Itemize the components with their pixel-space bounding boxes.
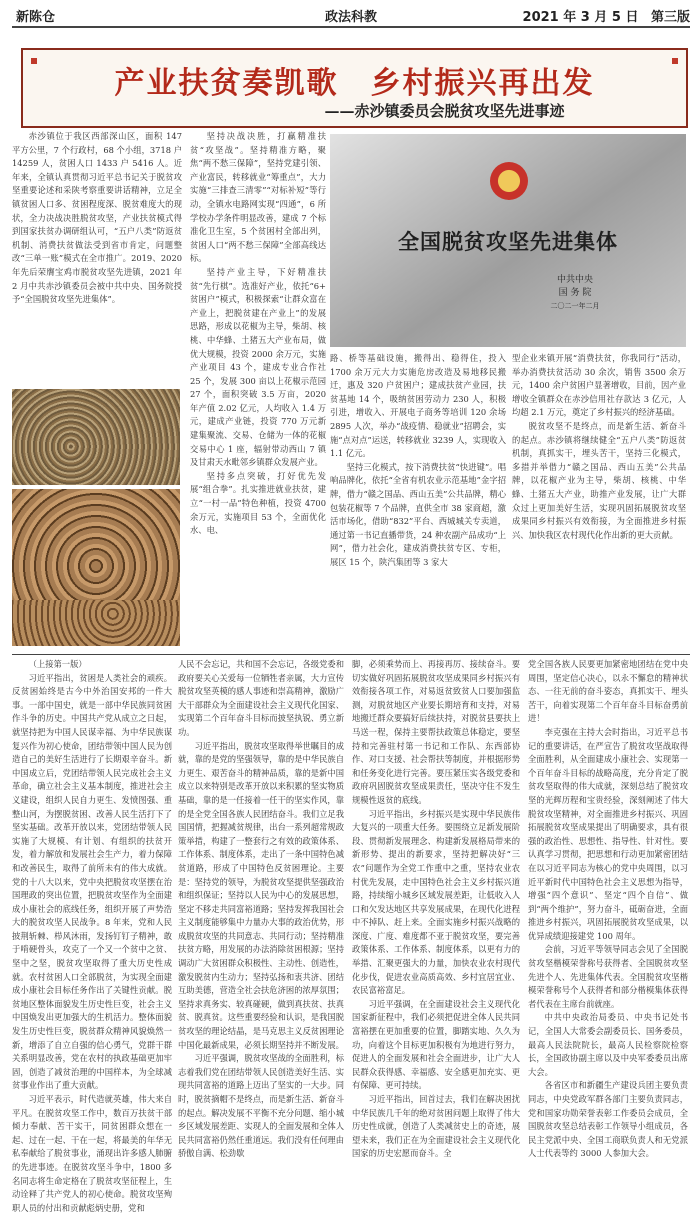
article-paragraph: 坚持三化模式，按下消费扶贫“快进键”。唱响品牌化，依托“全省有机农业示范基地”金字招牌，借力“赣之国品、西山五美”公共品牌，精心包装花椒等 7 个品牌，直供全市 38 家商超，激活市场化，借助“832”平台、西城城关专卖道，通过第一书记直播带货，24 种农副产品成功“上网”，借力社会化，建成消费扶贫专区、专柜，展区 15 个，陕汽集团等 3 家大 xyxy=(330,461,506,567)
article-paragraph: 中共中央政治局委员、中央书记处书记，全国人大常委会副委员长、国务委员，最高人民法院院长，最高人民检察院检察长，全国政协副主席以及中央军委委员出席大会。 xyxy=(528,1012,688,1077)
continued-note: （上接第一版） xyxy=(28,659,87,669)
section-divider xyxy=(12,654,690,655)
local-produce-photo xyxy=(12,389,180,485)
article-column-4 xyxy=(512,352,686,645)
paper-section-title: 政法科教 xyxy=(324,10,377,25)
article-paragraph: 习近平指出，回首过去，我们在解决困扰中华民族几千年的绝对贫困问题上取得了伟大历史性成就，创造了人类减贫史上的奇迹，展望未来，我们正在为全面建设社会主义现代化国家的历史宏愿而奋斗。全 xyxy=(352,1094,520,1159)
article-paragraph: 习近平指出，贫困是人类社会的顽疾。反贫困始终是古今中外治国安邦的一件大事。一部中国史，就是一部中华民族同贫困作斗争的历史。中国共产党从成立之日起，就坚持把为中国人民谋幸福、为中华民族谋复兴作为初心使命，团结带领中国人民为创造自己的美好生活进行了长期艰辛奋斗。新中国成立后，党团结带领人民完成社会主义革命，确立社会主义基本制度，推进社会主义建设，组织人民自力更生、发愤图强、重整山河，为摆脱贫困、改善人民生活打下了坚实基础。改革开放以来，党团结带领人民实施了大规模、有计划、有组织的扶贫开发，着力解放和发展社会生产力，着力保障和改善民生，取得了前所未有的伟大成就。党的十八大以来，党中央把脱贫攻坚摆在治国理政的突出位置，把脱贫攻坚作为全面建成小康社会的底线任务，组织开展了声势浩大的脱贫攻坚人民战争。8 年来，党和人民披荆斩棘、栉风沐雨，发扬钉钉子精神，敢于啃硬骨头，攻克了一个又一个贫中之贫、坚中之坚，脱贫攻坚取得了重大历史性成就。农村贫困人口全部脱贫，为实现全面建成小康社会目标任务作出了关键性贡献。脱贫地区整体面貌发生历史性巨变，社会主义中国焕发出更加强大的生机活力。整体面貌发生历史性巨变，脱贫群众精神风貌焕然一新，增添了自立自强的信心勇气，党群干群关系明显改善，党在农村的执政基础更加牢固，创造了减贫治理的中国样本，为全球减贫事业作出了重大贡献。 xyxy=(12,672,172,1091)
issue-date: 2021 年 3 月 5 日 xyxy=(522,10,639,25)
article-column-3 xyxy=(330,352,506,645)
lower-column-3 xyxy=(352,658,520,1159)
headline-subtitle: ——赤沙镇委员会脱贫攻坚先进事迹 xyxy=(324,102,565,120)
header-rule xyxy=(12,26,690,28)
article-paragraph: 习近平强调，脱贫攻坚战的全面胜利，标志着我们党在团结带领人民创造美好生活、实现共同富裕的道路上迈出了坚实的一大步。同时，脱贫摘帽不是终点，而是新生活、新奋斗的起点。解决发展不平衡不充分问题、缩小城乡区域发展差距、实现人的全面发展和全体人民共同富裕仍然任重道远。我们没有任何理由骄傲自满、松劲歇 xyxy=(178,1053,344,1159)
article-paragraph: 习近平强调，在全面建设社会主义现代化国家新征程中，我们必须把促进全体人民共同富裕摆在更加重要的位置，脚踏实地、久久为功，向着这个目标更加积极有为地进行努力，促进人的全面发展和社会全面进步，让广大人民群众获得感、幸福感、安全感更加充实、更有保障、更可持续。 xyxy=(352,998,520,1091)
article-column-1 xyxy=(12,130,182,382)
article-paragraph: 李克强在主持大会时指出，习近平总书记的重要讲话，在严宣告了脱贫攻坚战取得全面胜利，从全面建成小康社会、实现第一个百年奋斗目标的战略高度，充分肯定了脱贫攻坚取得的伟大成就，深刻总结了脱贫攻坚的光辉历程和宝贵经验，深刻阐述了伟大脱贫攻坚精神，对全面推进乡村振兴、巩固拓展脱贫攻坚成果提出了明确要求，具有很强的政治性、思想性、指导性、针对性。要认真学习贯彻，把思想和行动更加紧密团结在以习近平同志为核心的党中央周围，以习近平新时代中国特色社会主义思想为指导，增强“四个意识”、坚定“四个自信”、做到“两个维护”，努力奋斗，砥砺奋进，全面推进乡村振兴，巩固拓展脱贫攻坚成果，以优异成绩迎接建党 100 周年。 xyxy=(528,726,688,941)
page-header xyxy=(12,4,690,24)
article-paragraph: 坚持多点突破，打好优先发展“组合拳”。扎实推进就业扶贫，建立“一村一品”特色种植，投资 4700 余万元，实施项目 53 个，全面优化水、电、 xyxy=(190,470,326,536)
page-number: 第三版 xyxy=(650,10,690,25)
article-paragraph: 习近平表示，时代造就英雄，伟大来自平凡。在脱贫攻坚工作中，数百万扶贫干部倾力奉献、苦干实干，同贫困群众想在一起、过在一起、干在一起，将最美的年华无私奉献给了脱贫事业，涌现出许多感人肺腑的先进事迹。在脱贫攻坚斗争中，1800 多名同志将生命定格在了脱贫攻坚征程上，生动诠释了共产党人的初心使命。脱贫攻坚殉职人员的付出和贡献彪炳史册，党和 xyxy=(12,1094,172,1213)
walnut-kernel-photo xyxy=(12,600,180,646)
article-paragraph: 会前，习近平等领导同志会见了全国脱贫攻坚楷模荣誉称号获得者、全国脱贫攻坚先进个人、先进集体代表。全国脱贫攻坚楷模荣誉称号个人获得者和部分楷模集体获得者代表在主席台前就座。 xyxy=(528,944,688,1009)
article-paragraph: 各省区市和新疆生产建设兵团主要负责同志，中央党政军群各部门主要负责同志，党和国家功勋荣誉表彰工作委员会成员，全国脱贫攻坚总结表彰工作领导小组成员，各民主党派中央、全国工商联负责人和无党派人士代表等约 3000 人参加大会。 xyxy=(528,1080,688,1159)
article-paragraph: 脱贫攻坚不是终点，而是新生活、新奋斗的起点。赤沙镇将继续健全“五户八类”防返贫机制，真抓实干，埋头苦干，坚持三化模式，多措并举借力“赣之国品、西山五美”公共品牌，以花椒产业为主导，柴胡、核桃、中华蜂、土猪五大产业，助推产业发展，让广大群众过上更加美好生活，实现巩固拓展脱贫攻坚成果同乡村振兴有效衔接，为全面推进乡村振兴、加快我区农村现代化作出新的更大贡献。 xyxy=(512,420,686,540)
plaque-issuer xyxy=(540,274,610,313)
headline-title: 产业扶贫奏凯歌 乡村振兴再出发 xyxy=(114,66,595,101)
article-paragraph: 党全国各族人民要更加紧密地团结在党中央周围，坚定信心决心，以永不懈怠的精神状态、一往无前的奋斗姿态，真抓实干、埋头苦干，向着实现第二个百年奋斗目标奋勇前进！ xyxy=(528,659,688,724)
plaque-title: 全国脱贫攻坚先进集体 xyxy=(398,229,618,254)
section-name: 新陈仓 xyxy=(16,10,56,25)
article-paragraph: 脚，必须乘势而上、再接再厉、接续奋斗。要切实做好巩固拓展脱贫攻坚成果同乡村振兴有效衔接各项工作，对易返贫致贫人口要加强监测，对脱贫地区产业要长期培育和支持，对易地搬迁群众要搞好后续扶持，对脱贫县要扶上马送一程，保持主要帮扶政策总体稳定，要坚持和完善驻村第一书记和工作队、东西部协作、对口支援、社会帮扶等制度，并根据形势和任务变化进行完善。要压紧压实各级党委和政府巩固脱贫攻坚成果责任，坚决守住不发生规模性返贫的底线。 xyxy=(352,659,520,805)
issue-info xyxy=(523,6,690,25)
lower-column-4 xyxy=(528,658,688,1159)
article-paragraph: 习近平指出，乡村振兴是实现中华民族伟大复兴的一项重大任务。要围绕立足新发展阶段、贯彻新发展理念、构建新发展格局带来的新形势、提出的新要求，坚持把解决好“三农”问题作为全党工作重中之重，坚持农业农村优先发展，走中国特色社会主义乡村振兴道路，持续缩小城乡区域发展差距，让低收入人口和欠发达地区共享发展成果，在现代化进程中不掉队、赶上来。全面实施乡村振兴战略的深度、广度、难度都不亚于脱贫攻坚，要完善政策体系、工作体系、制度体系，以更有力的举措、汇聚更强大的力量，加快农业农村现代化步伐，促进农业高质高效、乡村宜居宜业、农民富裕富足。 xyxy=(352,808,520,996)
article-paragraph: 人民不会忘记，共和国不会忘记，各级党委和政府要关心关爱每一位牺牲者亲属，大力宣传脱贫攻坚英模的感人事迹和崇高精神，激励广大干部群众为全面建设社会主义现代化国家、实现第二个百年奋斗目标而披坚执锐、勇立新功。 xyxy=(178,659,344,737)
article-column-2 xyxy=(190,130,326,645)
plaque-issuer-line: 中共中央 xyxy=(556,275,593,285)
plaque-issuer-line: 国 务 院 xyxy=(558,288,592,298)
article-paragraph: 型企业来镇开展“消费扶贫，你我同行”活动，举办消费扶贫活动 30 余次，销售 3500 余万元，1400 余户贫困户显著增收，目前，因产业增收全镇群众在赤沙信用社存款达 3 亿元，人均超 2.1 万元，奠定了乡村振兴的经济基础。 xyxy=(512,353,686,418)
plaque-date: 二〇二一年二月 xyxy=(550,302,600,310)
award-plaque-photo xyxy=(330,134,686,347)
article-paragraph: 坚持决战决胜，打赢精准扶贫“攻坚战”。坚持精准方略，聚焦“两不愁三保障”，坚持党建引领、产业富民，转移就业“筹重点”，大力实施“三排查三清零”“对标补短”等行动，全镇水电路网实现“四通”，6 所学校办学条件明显改善，建成 7 个标准化卫生室，5 个贫困村全部出列，贫困人口“两不愁三保障”全部高线达标。 xyxy=(190,131,326,264)
article-paragraph: 赤沙镇位于我区西部深山区，面积 147 平方公里，7 个行政村，68 个小组，3718 户 14259 人，贫困人口 1433 户 5416 人。近年来，全镇认真贯彻习近平总书记关于脱贫攻坚重要论述和采陕考察重要讲话精神，立足全镇贫困人口多、贫困程度深、脱贫难度大的现状，全力决战决胜脱贫攻坚，产业扶贫模式得到国家扶贫办调研组认可，“五户八类”防返贫机制、消费扶贫做法受到省市肯定，问题整改“三单一账”模式在全市推广。2019、2020 年先后荣膺宝鸡市脱贫攻坚先进镇，2021 年 2 月中共赤沙镇委员会被中共中央、国务院授予“全国脱贫攻坚先进集体”。 xyxy=(12,131,182,305)
national-emblem-icon xyxy=(490,162,528,200)
article-paragraph: 习近平指出，脱贫攻坚取得举世瞩目的成就，靠的是党的坚强领导，靠的是中华民族自力更生、艰苦奋斗的精神品质，靠的是新中国成立以来特别是改革开放以来积累的坚实物质基础，靠的是一任接着一任干的坚实作风，靠的是全党全国各族人民团结奋斗。我们立足我国国情，把握减贫规律，出台一系列超常规政策举措，构建了一整套行之有效的政策体系、工作体系、制度体系，走出了一条中国特色减贫道路，形成了中国特色反贫困理论。主要是：坚持党的领导，为脱贫攻坚提供坚强政治和组织保证；坚持以人民为中心的发展思想，坚定不移走共同富裕道路；坚持发挥我国社会主义制度能够集中力量办大事的政治优势，形成脱贫攻坚的共同意志、共同行动；坚持精准扶贫方略，用发展的办法消除贫困根源；坚持调动广大贫困群众积极性、主动性、创造性，激发脱贫内生动力；坚持弘扬和衷共济、团结互助美德，营造全社会扶危济困的浓厚氛围；坚持求真务实、较真碰硬，做到真扶贫、扶真贫、脱真贫。这些重要经验和认识，是我国脱贫攻坚的理论结晶，是马克思主义反贫困理论中国化最新成果，必须长期坚持并不断发展。 xyxy=(178,740,344,1050)
article-paragraph: 路、桥等基础设施，搬得出、稳得住，投入 1700 余万元大力实施危房改造及易地移民搬迁，惠及 320 户贫困户；建成扶贫产业园，扶贫基地 14 个，吸纳贫困劳动力 230 人，积极引进，增收入、开展电子商务等培训 120 余场 2895 人次，举办“战疫情、稳就业”招聘会，实施“点对点”运送，转移就业 3239 人，实现收入 1.1 亿元。 xyxy=(330,353,506,459)
lower-column-2 xyxy=(178,658,344,1159)
lower-column-1 xyxy=(12,658,172,1213)
headline-banner xyxy=(21,48,688,128)
article-paragraph: 坚持产业主导，下好精准扶贫“先行棋”。选准好产业，依托“6+ 贫困户”模式，积极探索“让群众富在产业上，把脱贫建在产业上”的发展思路，形成以花椒为主导，柴胡、核桃、中华蜂、土猪五大产业布局，做优大规模，投资 2000 余万元，实施产业项目 43 个，建成专业合作社 25 个，发展 300 亩以上花椒示范园 27 个，面积突破 3.5 万亩，2020 年产值 2.02 亿元，人均收入 1.4 万元，建成产业链，投资 770 万元新建集聚流、交易、仓储为一体的花椒交易中心 1 座，辐射带动西山 7 镇及甘肃天水毗邻乡镇群众发展产业。 xyxy=(190,266,326,468)
